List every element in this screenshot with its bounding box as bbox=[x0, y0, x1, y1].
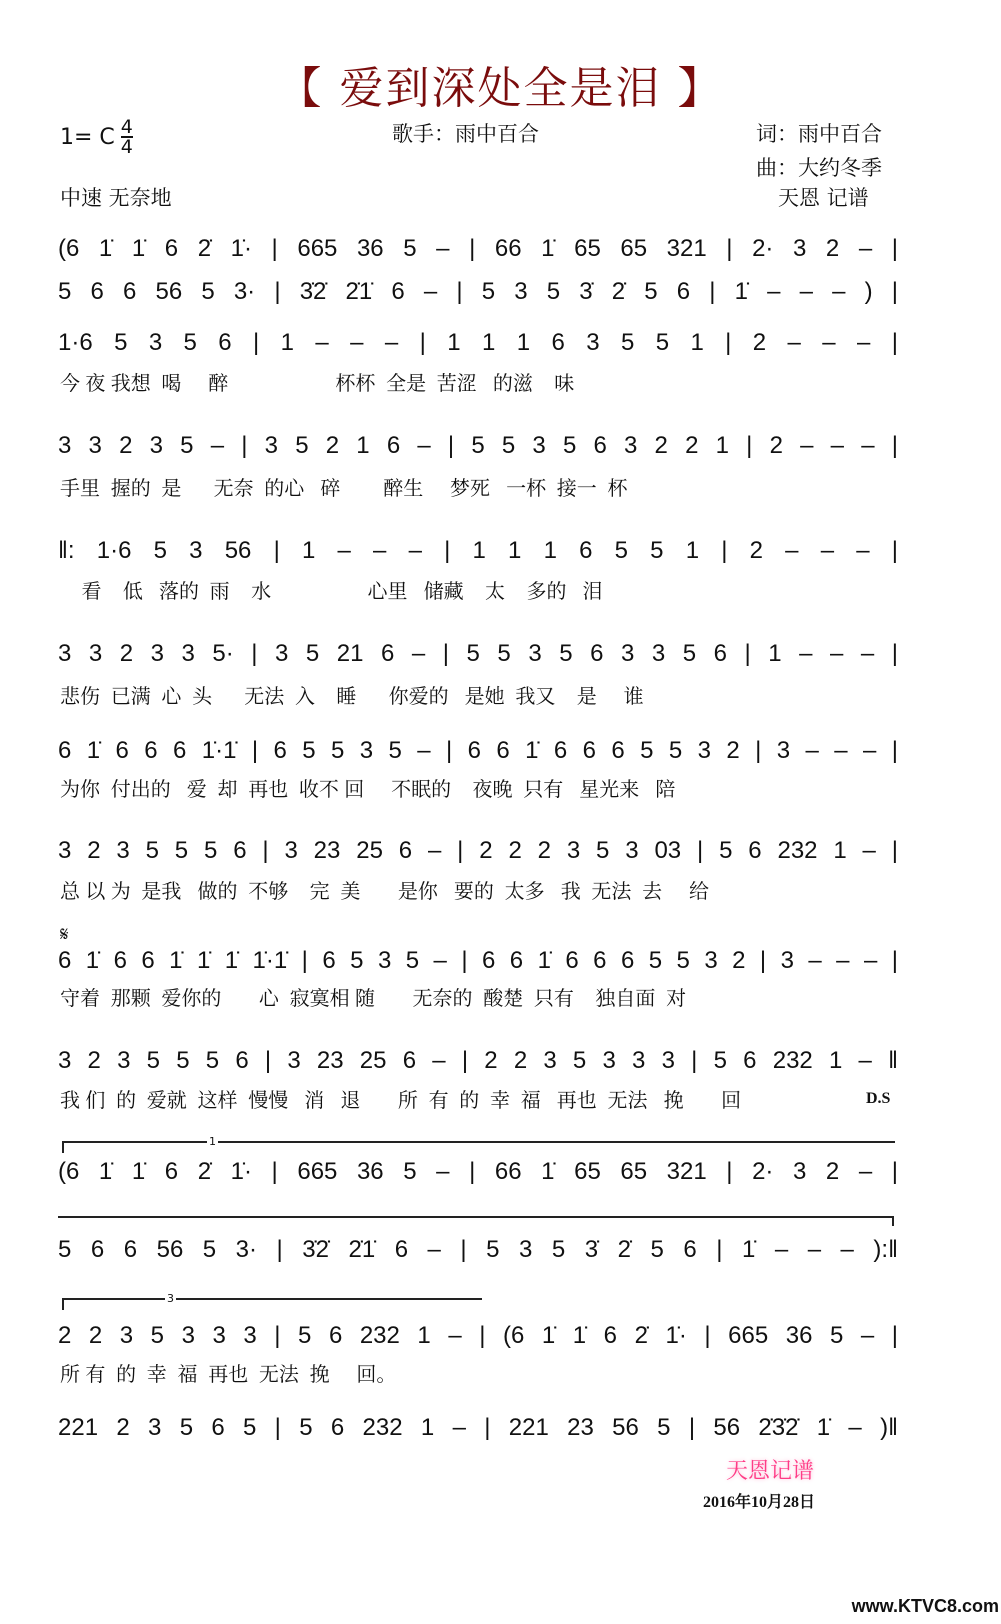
notation-line-11: (6 1̇ 1̇ 6 2̇ 1̇· | 665 36 5 – | 66 1̇ 65 65 321 | 2· 3 2 – | bbox=[58, 1158, 898, 1185]
notation-line-12: 5 6 6 56 5 3· | 3̇2̇ 2̇1̇ 6 – | 5 3 5 3̇ 2̇ 5 6 | 1̇ – – – ):‖ bbox=[58, 1236, 898, 1263]
notation-line-8: 3 2 3 5 5 5 6 | 3 23 25 6 – | 2 2 2 3 5 3 03 | 5 6 232 1 – | bbox=[58, 837, 898, 864]
watermark-logo: 天恩记谱 bbox=[726, 1459, 815, 1484]
ds-marking: D.S bbox=[866, 1090, 891, 1107]
notation-line-13: 2 2 3 5 3 3 3 | 5 6 232 1 – | (6 1̇ 1̇ 6 2̇ 1̇· | 665 36 5 – | bbox=[58, 1322, 898, 1349]
tempo-marking: 中速 无奈地 bbox=[60, 186, 172, 210]
lyric-line-9: 守着 那颗 爱你的 心 寂寞相 随 无奈的 酸楚 只有 独自面 对 bbox=[60, 986, 687, 1010]
lyric-line-8: 总 以 为 是我 做的 不够 完 美 是你 要的 太多 我 无法 去 给 bbox=[60, 879, 709, 903]
song-title: 【 爱到深处全是泪 】 bbox=[277, 63, 724, 114]
notation-line-9: 6 1̇ 6 6 1̇ 1̇ 1̇ 1̇·1̇ | 6 5 3 5 – | 6 6 1̇ 6 6 6 5 5 3 2 | 3 – – – | bbox=[58, 947, 898, 974]
time-top: 4 bbox=[120, 116, 133, 138]
lyric-line-7: 为你 付出的 爱 却 再也 收不 回 不眠的 夜晚 只有 星光来 陪 bbox=[60, 777, 676, 801]
volta-1-label: 1 bbox=[209, 1135, 216, 1148]
lyric-line-10: 我 们 的 爱就 这样 慢慢 消 退 所 有 的 幸 福 再也 无法 挽 回 bbox=[60, 1088, 742, 1112]
composer: 曲：大约冬季 bbox=[756, 156, 882, 180]
time-bottom: 4 bbox=[120, 136, 133, 158]
key-label: 1= C bbox=[60, 124, 115, 150]
volta-bracket-3 bbox=[62, 1292, 482, 1305]
time-signature bbox=[121, 118, 133, 156]
lyric-line-13: 所 有 的 幸 福 再也 无法 挽 回。 bbox=[60, 1362, 397, 1386]
date-stamp: 2016年10月28日 bbox=[703, 1494, 816, 1511]
volta-3-label: 3 bbox=[167, 1292, 174, 1305]
key-signature bbox=[60, 118, 133, 156]
lyric-line-6: 悲伤 已满 心 头 无法 入 睡 你爱的 是她 我又 是 谁 bbox=[60, 684, 644, 708]
lyric-line-3: 今 夜 我想 喝 醉 杯杯 全是 苦涩 的滋 味 bbox=[60, 371, 575, 395]
transcriber: 天恩 记谱 bbox=[778, 186, 869, 210]
volta-bracket-1 bbox=[62, 1135, 895, 1148]
segno-sign: 𝄋 bbox=[60, 922, 69, 946]
notation-line-5: ‖: 1·6 5 3 56 | 1 – – – | 1 1 1 6 5 5 1 | 2 – – – | bbox=[58, 537, 898, 564]
notation-line-3: 1·6 5 3 5 6 | 1 – – – | 1 1 1 6 3 5 5 1 | 2 – – – | bbox=[58, 329, 898, 356]
site-watermark: www.KTVC8.com bbox=[851, 1596, 999, 1616]
notation-line-10: 3 2 3 5 5 5 6 | 3 23 25 6 – | 2 2 3 5 3 3 3 | 5 6 232 1 – ‖ bbox=[58, 1047, 898, 1074]
lyricist: 词：雨中百合 bbox=[756, 122, 882, 146]
notation-line-14: 221 2 3 5 6 5 | 5 6 232 1 – | 221 23 56 5 | 56 2̇3̇2̇ 1̇ – )‖ bbox=[58, 1414, 898, 1441]
singer: 歌手：雨中百合 bbox=[392, 122, 539, 146]
notation-line-7: 6 1̇ 6 6 6 1̇·1̇ | 6 5 5 3 5 – | 6 6 1̇ 6 6 6 5 5 3 2 | 3 – – – | bbox=[58, 737, 898, 764]
lyric-line-4: 手里 握的 是 无奈 的心 碎 醉生 梦死 一杯 接一 杯 bbox=[60, 476, 628, 500]
notation-line-4: 3 3 2 3 5 – | 3 5 2 1 6 – | 5 5 3 5 6 3 2 2 1 | 2 – – – | bbox=[58, 432, 898, 459]
notation-line-6: 3 3 2 3 3 5· | 3 5 21 6 – | 5 5 3 5 6 3 3 5 6 | 1 – – – | bbox=[58, 640, 898, 667]
notation-line-1: (6 1̇ 1̇ 6 2̇ 1̇· | 665 36 5 – | 66 1̇ 65 65 321 | 2· 3 2 – | bbox=[58, 235, 898, 262]
notation-line-2: 5 6 6 56 5 3· | 3̇2̇ 2̇1̇ 6 – | 5 3 5 3̇ 2̇ 5 6 | 1̇ – – – ) | bbox=[58, 278, 898, 305]
lyric-line-5: 看 低 落的 雨 水 心里 储藏 太 多的 泪 bbox=[60, 579, 603, 603]
volta-bracket-continuation bbox=[58, 1216, 894, 1226]
